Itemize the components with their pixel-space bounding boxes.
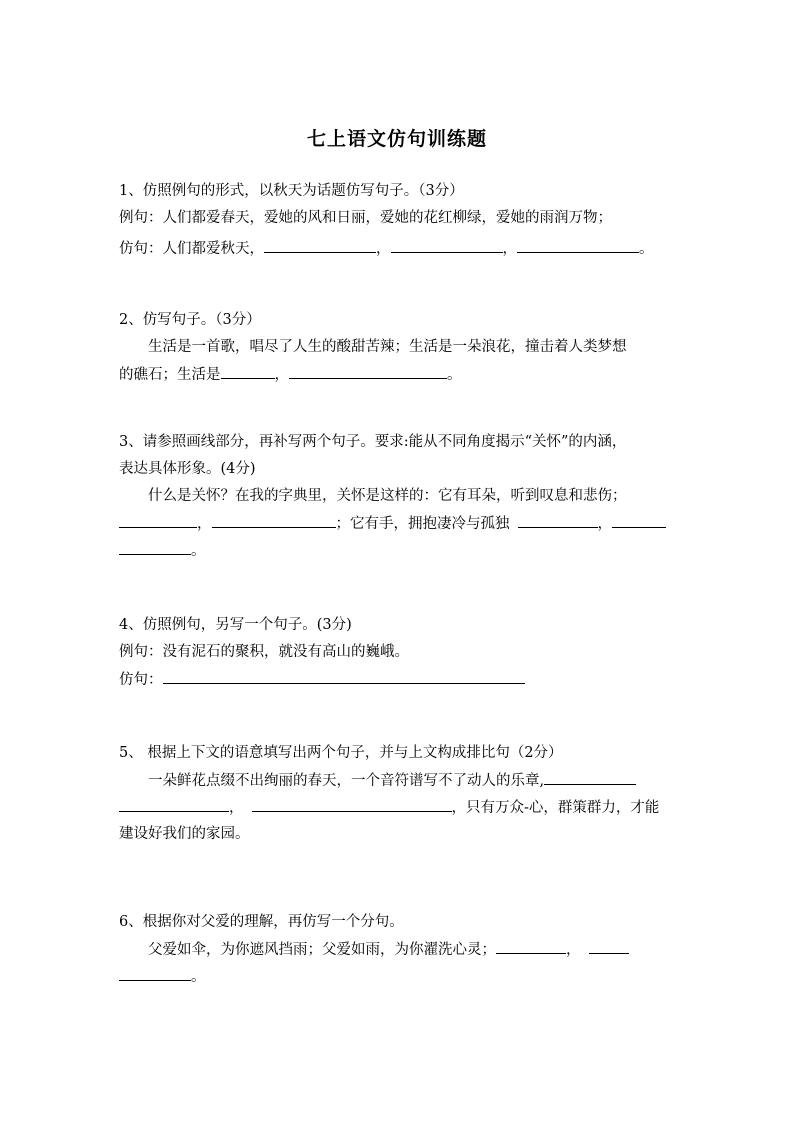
q2-line-2-prefix: 的礁石；生活是	[119, 367, 221, 383]
q5-line-2	[119, 797, 659, 818]
q6-end: 。	[191, 969, 206, 985]
q1-blank-1[interactable]	[264, 238, 376, 253]
q3-line-1: 什么是关怀？在我的字典里，关怀是这样的：它有耳朵，听到叹息和悲伤；	[148, 488, 627, 504]
q3-blank-2[interactable]	[212, 513, 336, 528]
q4-example: 例句：没有泥石的聚积，就没有高山的巍峨。	[119, 644, 409, 660]
q3-blank-3[interactable]	[518, 513, 598, 528]
q2-end: 。	[447, 367, 462, 383]
q4-blank-1[interactable]	[163, 669, 525, 684]
q3-blank-4[interactable]	[612, 513, 666, 528]
q3-sep-1: ，	[197, 516, 212, 532]
q4-prompt: 4、仿照例句，另写一个句子。(3分)	[119, 617, 352, 633]
q6-blank-1[interactable]	[496, 939, 566, 954]
q1-prompt: 1、仿照例句的形式，以秋天为话题仿写句子。（3分）	[119, 183, 464, 199]
q5-blank-2[interactable]	[252, 797, 452, 812]
q5-line-2-end: ，只有万众-心，群策群力，才能	[451, 800, 660, 816]
q3-end: 。	[191, 543, 206, 559]
q1-sep-2: ，	[502, 241, 517, 257]
q1-blank-3[interactable]	[517, 238, 639, 253]
q5-line-1-text: 一朵鲜花点缀不出绚丽的春天，一个音符谱写不了动人的乐章,	[148, 773, 545, 789]
q3-prompt-1: 3、请参照画线部分，再补写两个句子。要求:能从不同角度揭示“关怀”的内涵，	[119, 434, 627, 450]
q3-mid: ；它有手，拥抱凄冷与孤独	[335, 516, 510, 532]
q4-imitate-prefix: 仿句：	[119, 672, 163, 688]
q1-imitate-prefix: 仿句：人们都爱秋天，	[119, 241, 264, 257]
q1-imitate-line	[119, 238, 654, 259]
q3-prompt-2: 表达具体形象。(4分)	[119, 461, 256, 477]
q5-blank-1-cont[interactable]	[119, 797, 229, 812]
q6-line-1	[148, 939, 629, 960]
q1-example: 例句：人们都爱春天，爱她的风和日丽，爱她的花红柳绿，爱她的雨润万物；	[119, 210, 612, 226]
page-title: 七上语文仿句训练题	[306, 128, 487, 150]
q3-line-3	[119, 540, 206, 561]
q3-blank-4-cont[interactable]	[119, 540, 191, 555]
q1-end: 。	[639, 241, 654, 257]
q5-prompt: 5、 根据上下文的语意填写出两个句子，并与上文构成排比句（2分）	[119, 745, 563, 761]
q6-blank-2-cont[interactable]	[119, 966, 191, 981]
q2-line-2	[119, 364, 462, 385]
q5-line-3: 建设好我们的家园。	[119, 826, 250, 842]
q3-line-2	[119, 513, 666, 534]
q2-sep-1: ，	[274, 367, 289, 383]
q6-blank-2[interactable]	[589, 939, 629, 954]
q1-blank-2[interactable]	[391, 238, 503, 253]
q6-sep-1: ，	[566, 942, 581, 958]
q6-line-1-text: 父爱如伞，为你遮风挡雨；父爱如雨，为你濯洗心灵；	[148, 942, 496, 958]
q5-blank-1[interactable]	[544, 770, 636, 785]
q2-blank-2[interactable]	[289, 364, 447, 379]
q3-sep-2: ，	[597, 516, 612, 532]
q5-sep-1: ，	[229, 800, 244, 816]
q2-prompt: 2、仿写句子。（3分）	[119, 312, 261, 328]
q2-line-1: 生活是一首歌，唱尽了人生的酸甜苦辣；生活是一朵浪花，撞击着人类梦想	[148, 339, 627, 355]
q1-sep-1: ，	[376, 241, 391, 257]
q6-prompt: 6、根据你对父爱的理解，再仿写一个分句。	[119, 914, 404, 930]
q6-line-2	[119, 966, 206, 987]
q5-line-1	[148, 770, 636, 791]
q3-blank-1[interactable]	[119, 513, 197, 528]
q4-imitate-line	[119, 669, 525, 690]
q2-blank-1[interactable]	[221, 364, 275, 379]
